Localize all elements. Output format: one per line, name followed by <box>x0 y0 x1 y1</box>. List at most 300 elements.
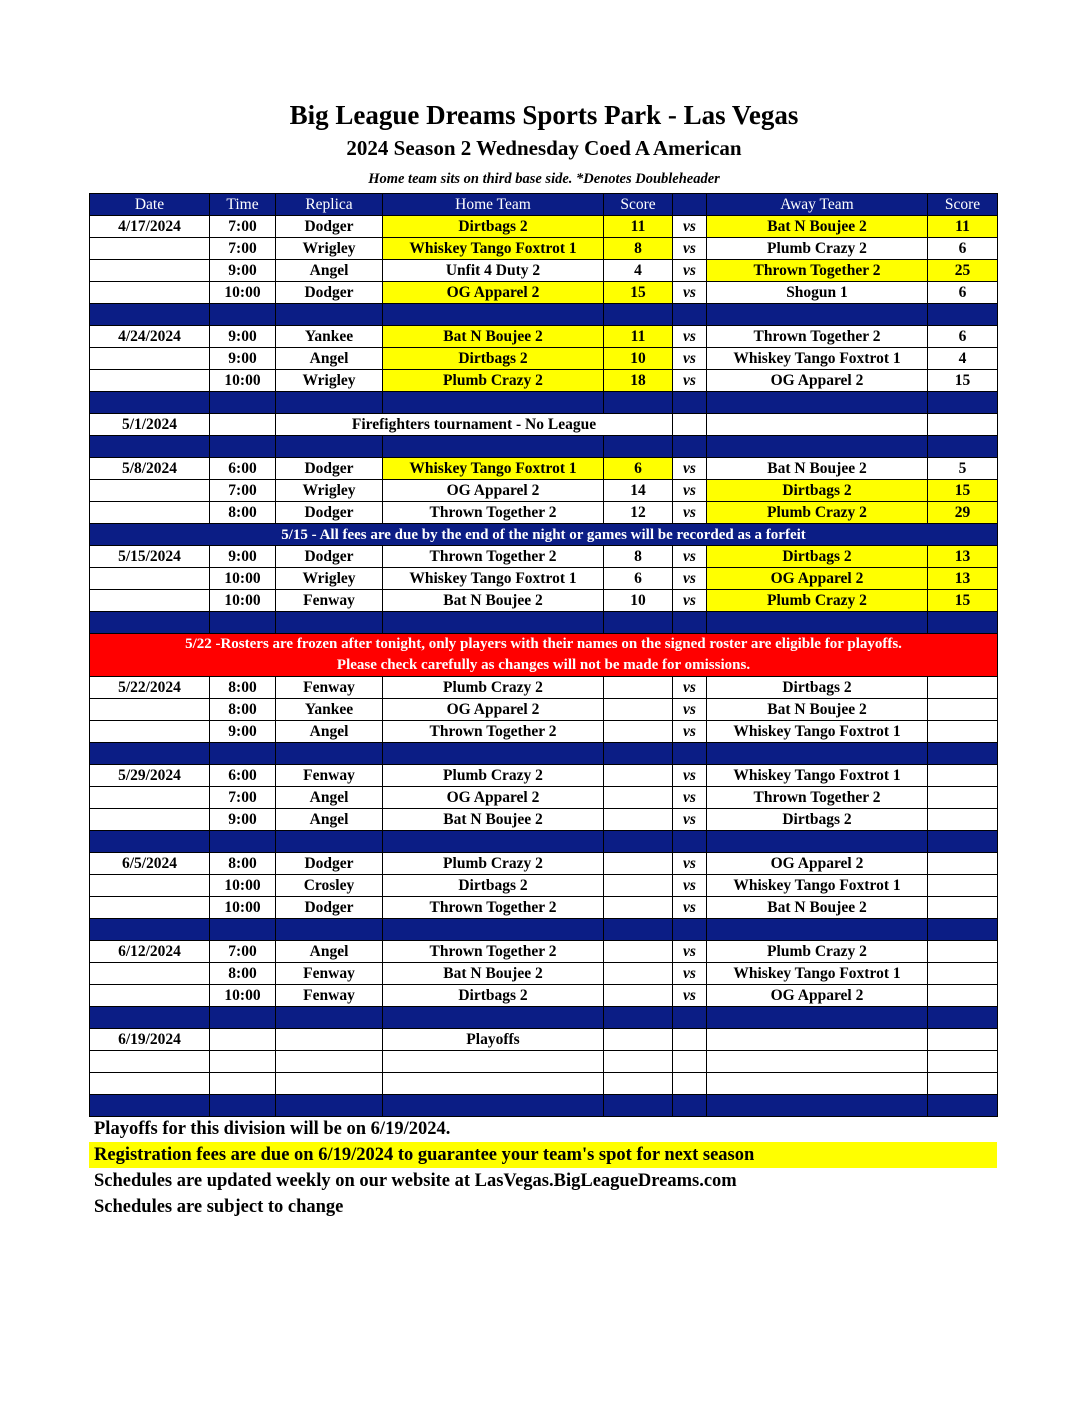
separator-cell <box>928 304 998 326</box>
home-score-cell: 4 <box>604 260 673 282</box>
field-cell: Dodger <box>276 458 383 480</box>
notice-row <box>90 524 998 546</box>
home-team-cell: Thrown Together 2 <box>383 502 604 524</box>
away-team-cell: Thrown Together 2 <box>707 260 928 282</box>
blank-cell <box>210 1051 276 1073</box>
home-team-cell: Thrown Together 2 <box>383 897 604 919</box>
time-cell: 6:00 <box>210 458 276 480</box>
event-text-cell: Firefighters tournament - No League <box>276 414 673 436</box>
separator-cell <box>90 919 210 941</box>
away-score-cell: 15 <box>928 590 998 612</box>
date-cell <box>90 480 210 502</box>
home-score-cell: 18 <box>604 370 673 392</box>
away-score-cell: 25 <box>928 260 998 282</box>
away-score-cell <box>928 985 998 1007</box>
home-team-cell: Whiskey Tango Foxtrot 1 <box>383 568 604 590</box>
away-team-cell: Whiskey Tango Foxtrot 1 <box>707 765 928 787</box>
table-row <box>90 458 998 480</box>
col-time: Time <box>210 194 276 216</box>
table-row <box>90 765 998 787</box>
roster-alert-line: 5/22 -Rosters are frozen after tonight, only players with their names on the signed roster are eligible for playoffs. <box>185 636 902 652</box>
home-team-cell: Bat N Boujee 2 <box>383 326 604 348</box>
table-row <box>90 282 998 304</box>
vs-cell <box>673 1029 707 1051</box>
notice-cell: 5/15 - All fees are due by the end of the night or games will be recorded as a forfeit <box>90 524 998 546</box>
home-team-cell: Whiskey Tango Foxtrot 1 <box>383 458 604 480</box>
table-row <box>90 809 998 831</box>
playoffs-row <box>90 1029 998 1051</box>
blank-cell <box>673 1051 707 1073</box>
date-cell <box>90 809 210 831</box>
separator-cell <box>604 304 673 326</box>
date-cell: 4/24/2024 <box>90 326 210 348</box>
away-team-cell: Whiskey Tango Foxtrot 1 <box>707 348 928 370</box>
home-team-cell: Thrown Together 2 <box>383 721 604 743</box>
separator-cell <box>90 612 210 634</box>
table-row <box>90 699 998 721</box>
table-row <box>90 590 998 612</box>
home-score-cell: 11 <box>604 216 673 238</box>
separator-cell <box>604 1095 673 1117</box>
separator-cell <box>210 392 276 414</box>
separator-cell <box>383 1095 604 1117</box>
separator-cell <box>90 1007 210 1029</box>
separator-cell <box>928 612 998 634</box>
field-cell: Dodger <box>276 853 383 875</box>
date-cell: 6/19/2024 <box>90 1029 210 1051</box>
table-row <box>90 875 998 897</box>
time-cell: 8:00 <box>210 677 276 699</box>
date-cell <box>90 282 210 304</box>
date-cell: 4/17/2024 <box>90 216 210 238</box>
separator-cell <box>673 1095 707 1117</box>
blank-cell <box>276 1051 383 1073</box>
vs-cell: vs <box>673 985 707 1007</box>
table-row <box>90 963 998 985</box>
blank-row <box>90 1051 998 1073</box>
blank-cell <box>707 1073 928 1095</box>
time-cell: 7:00 <box>210 238 276 260</box>
home-team-cell: Plumb Crazy 2 <box>383 853 604 875</box>
time-cell: 10:00 <box>210 875 276 897</box>
separator-cell <box>276 392 383 414</box>
home-score-cell: 14 <box>604 480 673 502</box>
home-score-cell <box>604 875 673 897</box>
separator-cell <box>707 743 928 765</box>
field-cell: Wrigley <box>276 480 383 502</box>
home-team-cell: Thrown Together 2 <box>383 941 604 963</box>
vs-cell: vs <box>673 282 707 304</box>
separator-cell <box>604 831 673 853</box>
home-team-cell: OG Apparel 2 <box>383 699 604 721</box>
away-team-cell: Plumb Crazy 2 <box>707 502 928 524</box>
separator-cell <box>210 919 276 941</box>
separator-cell <box>928 831 998 853</box>
away-score-cell: 29 <box>928 502 998 524</box>
home-team-cell: Thrown Together 2 <box>383 546 604 568</box>
footer-website-note: Schedules are updated weekly on our website at LasVegas.BigLeagueDreams.com <box>94 1171 737 1191</box>
col-replica: Replica <box>276 194 383 216</box>
separator-cell <box>383 392 604 414</box>
time-cell: 9:00 <box>210 348 276 370</box>
separator-row <box>90 831 998 853</box>
separator-cell <box>673 743 707 765</box>
home-score-cell: 10 <box>604 348 673 370</box>
away-score-cell: 11 <box>928 216 998 238</box>
date-cell <box>90 502 210 524</box>
vs-cell: vs <box>673 326 707 348</box>
away-team-cell: Whiskey Tango Foxtrot 1 <box>707 721 928 743</box>
home-team-cell: Dirtbags 2 <box>383 216 604 238</box>
separator-cell <box>276 1095 383 1117</box>
away-team-cell: Thrown Together 2 <box>707 787 928 809</box>
away-team-cell: Whiskey Tango Foxtrot 1 <box>707 963 928 985</box>
away-team-cell: OG Apparel 2 <box>707 370 928 392</box>
separator-row <box>90 304 998 326</box>
footer-registration-note: Registration fees are due on 6/19/2024 to guarantee your team's spot for next season <box>89 1142 997 1168</box>
home-team-cell: Whiskey Tango Foxtrot 1 <box>383 238 604 260</box>
separator-cell <box>383 1007 604 1029</box>
separator-cell <box>707 392 928 414</box>
blank-cell <box>673 1073 707 1095</box>
event-row <box>90 414 998 436</box>
away-team-cell: Plumb Crazy 2 <box>707 590 928 612</box>
vs-cell: vs <box>673 370 707 392</box>
date-cell <box>90 985 210 1007</box>
separator-cell <box>276 304 383 326</box>
date-cell <box>90 370 210 392</box>
separator-row <box>90 1007 998 1029</box>
home-score-cell: 6 <box>604 458 673 480</box>
vs-cell: vs <box>673 260 707 282</box>
vs-cell: vs <box>673 809 707 831</box>
separator-cell <box>673 831 707 853</box>
field-cell: Angel <box>276 787 383 809</box>
blank-cell <box>604 1051 673 1073</box>
home-team-cell: Unfit 4 Duty 2 <box>383 260 604 282</box>
away-score-cell <box>928 721 998 743</box>
home-score-cell <box>604 853 673 875</box>
away-score-cell: 6 <box>928 326 998 348</box>
time-cell: 6:00 <box>210 765 276 787</box>
home-team-cell: OG Apparel 2 <box>383 787 604 809</box>
separator-cell <box>707 919 928 941</box>
separator-cell <box>90 1095 210 1117</box>
col-vs <box>673 194 707 216</box>
separator-cell <box>604 612 673 634</box>
separator-cell <box>673 1007 707 1029</box>
separator-cell <box>210 1007 276 1029</box>
separator-cell <box>276 831 383 853</box>
away-score-cell <box>928 809 998 831</box>
separator-cell <box>276 1007 383 1029</box>
roster-alert-line: Please check carefully as changes will not be made for omissions. <box>336 657 751 673</box>
blank-cell <box>928 1051 998 1073</box>
col-away-score: Score <box>928 194 998 216</box>
vs-cell: vs <box>673 677 707 699</box>
away-score-cell <box>928 897 998 919</box>
col-home-team: Home Team <box>383 194 604 216</box>
away-team-cell <box>707 414 928 436</box>
separator-cell <box>383 304 604 326</box>
event-text-cell: Playoffs <box>383 1029 604 1051</box>
away-score-cell: 15 <box>928 480 998 502</box>
separator-cell <box>276 743 383 765</box>
away-team-cell <box>707 1029 928 1051</box>
separator-cell <box>383 919 604 941</box>
field-cell: Dodger <box>276 897 383 919</box>
blank-cell <box>604 1073 673 1095</box>
blank-cell <box>928 1073 998 1095</box>
field-cell: Fenway <box>276 590 383 612</box>
separator-cell <box>707 304 928 326</box>
date-cell: 5/29/2024 <box>90 765 210 787</box>
vs-cell: vs <box>673 502 707 524</box>
field-cell: Crosley <box>276 875 383 897</box>
schedule-table <box>89 193 998 1117</box>
date-cell <box>90 897 210 919</box>
away-score-cell <box>928 853 998 875</box>
home-score-cell <box>604 897 673 919</box>
field-cell: Angel <box>276 260 383 282</box>
separator-cell <box>928 1095 998 1117</box>
away-score-cell <box>928 677 998 699</box>
vs-cell: vs <box>673 458 707 480</box>
time-cell: 10:00 <box>210 568 276 590</box>
blank-cell <box>383 1073 604 1095</box>
page-title: Big League Dreams Sports Park - Las Vegas <box>289 100 799 130</box>
separator-cell <box>383 743 604 765</box>
table-row <box>90 787 998 809</box>
away-team-cell: Bat N Boujee 2 <box>707 216 928 238</box>
separator-cell <box>673 612 707 634</box>
separator-cell <box>276 436 383 458</box>
separator-cell <box>673 436 707 458</box>
separator-cell <box>673 304 707 326</box>
field-cell: Yankee <box>276 699 383 721</box>
table-row <box>90 546 998 568</box>
field-cell: Angel <box>276 941 383 963</box>
time-cell: 9:00 <box>210 326 276 348</box>
away-score-cell: 6 <box>928 238 998 260</box>
field-cell: Dodger <box>276 502 383 524</box>
time-cell: 8:00 <box>210 699 276 721</box>
away-score-cell <box>928 941 998 963</box>
separator-row <box>90 436 998 458</box>
roster-alert-row <box>90 634 998 677</box>
separator-cell <box>707 436 928 458</box>
table-row <box>90 216 998 238</box>
field-cell: Angel <box>276 348 383 370</box>
time-cell: 10:00 <box>210 985 276 1007</box>
separator-cell <box>90 831 210 853</box>
away-score-cell <box>928 699 998 721</box>
date-cell: 5/1/2024 <box>90 414 210 436</box>
time-cell <box>210 414 276 436</box>
time-cell: 9:00 <box>210 260 276 282</box>
separator-cell <box>707 1007 928 1029</box>
away-team-cell: Bat N Boujee 2 <box>707 699 928 721</box>
vs-cell: vs <box>673 216 707 238</box>
table-row <box>90 941 998 963</box>
blank-cell <box>707 1051 928 1073</box>
vs-cell <box>673 414 707 436</box>
home-score-cell: 11 <box>604 326 673 348</box>
time-cell: 10:00 <box>210 370 276 392</box>
home-score-cell <box>604 809 673 831</box>
home-score-cell: 8 <box>604 546 673 568</box>
vs-cell: vs <box>673 941 707 963</box>
time-cell: 8:00 <box>210 853 276 875</box>
separator-cell <box>276 919 383 941</box>
field-cell: Wrigley <box>276 238 383 260</box>
home-team-cell: Dirtbags 2 <box>383 875 604 897</box>
time-cell: 7:00 <box>210 941 276 963</box>
home-score-cell <box>604 963 673 985</box>
separator-cell <box>928 392 998 414</box>
vs-cell: vs <box>673 897 707 919</box>
table-row <box>90 853 998 875</box>
home-score-cell: 6 <box>604 568 673 590</box>
date-cell: 6/5/2024 <box>90 853 210 875</box>
away-score-cell: 6 <box>928 282 998 304</box>
table-row <box>90 260 998 282</box>
date-cell <box>90 963 210 985</box>
separator-cell <box>604 1007 673 1029</box>
separator-cell <box>90 436 210 458</box>
field-cell <box>276 1029 383 1051</box>
vs-cell: vs <box>673 546 707 568</box>
vs-cell: vs <box>673 963 707 985</box>
home-team-cell: OG Apparel 2 <box>383 480 604 502</box>
table-row <box>90 480 998 502</box>
away-team-cell: Bat N Boujee 2 <box>707 458 928 480</box>
page-subtitle: 2024 Season 2 Wednesday Coed A American <box>346 136 742 160</box>
vs-cell: vs <box>673 590 707 612</box>
away-team-cell: OG Apparel 2 <box>707 853 928 875</box>
vs-cell: vs <box>673 721 707 743</box>
separator-cell <box>210 1095 276 1117</box>
separator-row <box>90 612 998 634</box>
separator-cell <box>928 436 998 458</box>
away-team-cell: Plumb Crazy 2 <box>707 941 928 963</box>
separator-cell <box>90 743 210 765</box>
vs-cell: vs <box>673 853 707 875</box>
blank-cell <box>90 1051 210 1073</box>
field-cell: Wrigley <box>276 370 383 392</box>
home-team-cell: Plumb Crazy 2 <box>383 765 604 787</box>
separator-cell <box>210 304 276 326</box>
separator-cell <box>928 1007 998 1029</box>
away-team-cell: Dirtbags 2 <box>707 677 928 699</box>
table-row <box>90 326 998 348</box>
away-team-cell: Dirtbags 2 <box>707 480 928 502</box>
time-cell: 9:00 <box>210 721 276 743</box>
away-team-cell: OG Apparel 2 <box>707 985 928 1007</box>
away-score-cell <box>928 1029 998 1051</box>
time-cell <box>210 1029 276 1051</box>
time-cell: 10:00 <box>210 590 276 612</box>
time-cell: 9:00 <box>210 546 276 568</box>
vs-cell: vs <box>673 787 707 809</box>
separator-cell <box>604 392 673 414</box>
separator-cell <box>276 612 383 634</box>
separator-row <box>90 919 998 941</box>
table-row <box>90 721 998 743</box>
time-cell: 8:00 <box>210 963 276 985</box>
separator-cell <box>383 831 604 853</box>
field-cell: Fenway <box>276 985 383 1007</box>
home-score-cell: 8 <box>604 238 673 260</box>
away-score-cell <box>928 765 998 787</box>
vs-cell: vs <box>673 568 707 590</box>
separator-cell <box>707 831 928 853</box>
time-cell: 8:00 <box>210 502 276 524</box>
away-score-cell: 13 <box>928 568 998 590</box>
field-cell: Fenway <box>276 765 383 787</box>
away-score-cell <box>928 414 998 436</box>
vs-cell: vs <box>673 875 707 897</box>
field-cell: Angel <box>276 809 383 831</box>
vs-cell: vs <box>673 765 707 787</box>
separator-cell <box>604 743 673 765</box>
date-cell <box>90 590 210 612</box>
roster-alert-cell <box>90 634 998 677</box>
table-row <box>90 348 998 370</box>
separator-cell <box>604 436 673 458</box>
table-row <box>90 238 998 260</box>
vs-cell: vs <box>673 348 707 370</box>
blank-row <box>90 1073 998 1095</box>
vs-cell: vs <box>673 238 707 260</box>
separator-cell <box>383 612 604 634</box>
separator-cell <box>928 919 998 941</box>
away-score-cell <box>928 963 998 985</box>
date-cell: 5/15/2024 <box>90 546 210 568</box>
blank-cell <box>90 1073 210 1095</box>
home-score-cell <box>604 677 673 699</box>
table-row <box>90 502 998 524</box>
date-cell: 5/8/2024 <box>90 458 210 480</box>
away-team-cell: Bat N Boujee 2 <box>707 897 928 919</box>
home-score-cell: 10 <box>604 590 673 612</box>
away-team-cell: Whiskey Tango Foxtrot 1 <box>707 875 928 897</box>
field-cell: Dodger <box>276 546 383 568</box>
date-cell <box>90 238 210 260</box>
home-team-cell: OG Apparel 2 <box>383 282 604 304</box>
home-team-cell: Bat N Boujee 2 <box>383 590 604 612</box>
col-home-score: Score <box>604 194 673 216</box>
field-cell: Fenway <box>276 677 383 699</box>
field-cell: Dodger <box>276 216 383 238</box>
away-score-cell: 4 <box>928 348 998 370</box>
home-team-cell: Plumb Crazy 2 <box>383 677 604 699</box>
blank-cell <box>383 1051 604 1073</box>
col-date: Date <box>90 194 210 216</box>
home-score-cell: 15 <box>604 282 673 304</box>
separator-cell <box>210 436 276 458</box>
header-row <box>90 194 998 216</box>
home-team-cell: Plumb Crazy 2 <box>383 370 604 392</box>
blank-cell <box>210 1073 276 1095</box>
separator-cell <box>928 743 998 765</box>
away-score-cell: 15 <box>928 370 998 392</box>
date-cell <box>90 875 210 897</box>
separator-cell <box>707 612 928 634</box>
home-score-cell <box>604 699 673 721</box>
separator-cell <box>210 831 276 853</box>
time-cell: 7:00 <box>210 787 276 809</box>
